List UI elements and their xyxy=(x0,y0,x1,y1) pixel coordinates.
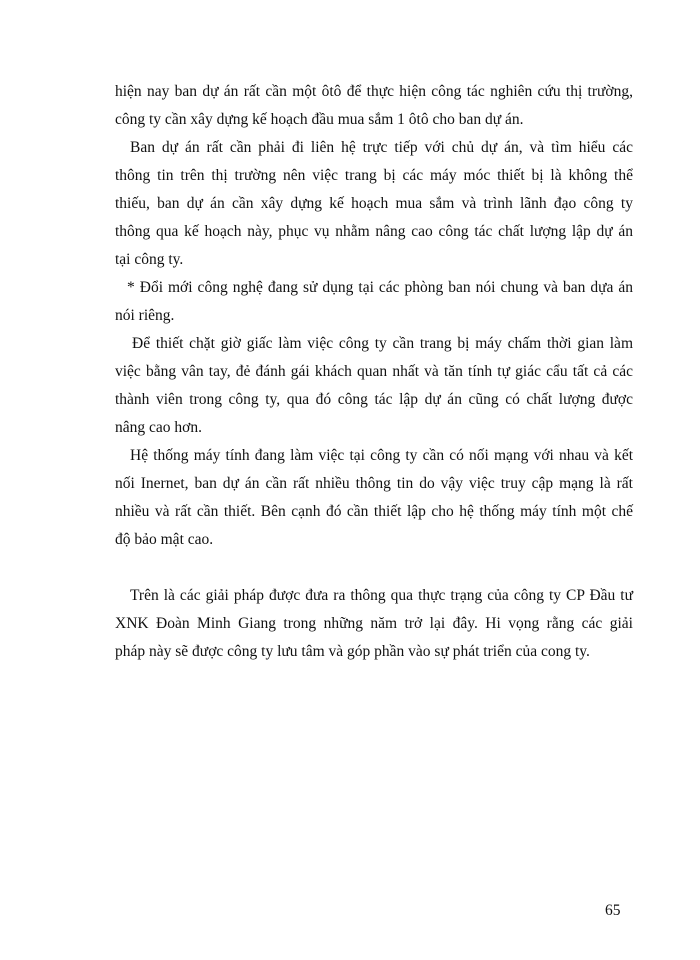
paragraph-4-line-3: thành viên trong công ty, qua đó công tác lập dự án cũng có chất lượng được xyxy=(115,391,633,408)
paragraph-2-line-1: Ban dự án rất cần phải đi liên hệ trực tiếp với chủ dự án, và tìm hiểu các xyxy=(130,139,633,156)
paragraph-1-line-2: công ty cần xây dựng kế hoạch đầu mua sắm 1 ôtô cho ban dự án. xyxy=(115,111,524,128)
conclusion-line-3: pháp này sẽ được công ty lưu tâm và góp phần vào sự phát triển của cong ty. xyxy=(115,643,590,660)
paragraph-4-line-4: nâng cao hơn. xyxy=(115,419,202,436)
paragraph-3-line-2: nói riêng. xyxy=(115,307,175,324)
paragraph-2-line-4: thông qua kế hoạch này, phục vụ nhằm nâng cao công tác chất lượng lập dự án xyxy=(115,223,633,240)
paragraph-5-line-2: nối Inernet, ban dự án cần rất nhiều thông tin do vậy việc truy cập mạng là rất xyxy=(115,475,633,492)
page-number: 65 xyxy=(605,902,621,919)
paragraph-2-line-3: thiếu, ban dự án cần xây dựng kế hoạch mua sắm và trình lãnh đạo công ty xyxy=(115,195,633,212)
paragraph-4-line-1: Để thiết chặt giờ giấc làm việc công ty cần trang bị máy chấm thời gian làm xyxy=(132,335,633,352)
paragraph-4-line-2: việc bằng vân tay, đẻ đánh gái khách quan nhất và tăn tính tự giác cẩu tất cả các xyxy=(115,363,633,380)
paragraph-2-line-5: tại công ty. xyxy=(115,251,184,268)
paragraph-3-line-1: * Đổi mới công nghệ đang sử dụng tại các phòng ban nói chung và ban dựa án xyxy=(127,279,633,296)
paragraph-1-line-1: hiện nay ban dự án rất cần một ôtô để thực hiện công tác nghiên cứu thị trường, xyxy=(115,83,633,100)
conclusion-line-2: XNK Đoàn Minh Giang trong những năm trở lại đây. Hi vọng rằng các giải xyxy=(115,615,633,632)
paragraph-5-line-1: Hệ thống máy tính đang làm việc tại công ty cần có nối mạng với nhau và kết xyxy=(130,447,633,464)
paragraph-2-line-2: thông tin trên thị trường nên việc trang bị các máy móc thiết bị là không thể xyxy=(115,167,633,184)
paragraph-5-line-3: nhiều và rất cần thiết. Bên cạnh đó cần thiết lập cho hệ thống máy tính một chế xyxy=(115,503,633,520)
paragraph-5-line-4: độ bảo mật cao. xyxy=(115,531,214,548)
conclusion-line-1: Trên là các giải pháp được đưa ra thông qua thực trạng của công ty CP Đầu tư xyxy=(130,587,633,604)
